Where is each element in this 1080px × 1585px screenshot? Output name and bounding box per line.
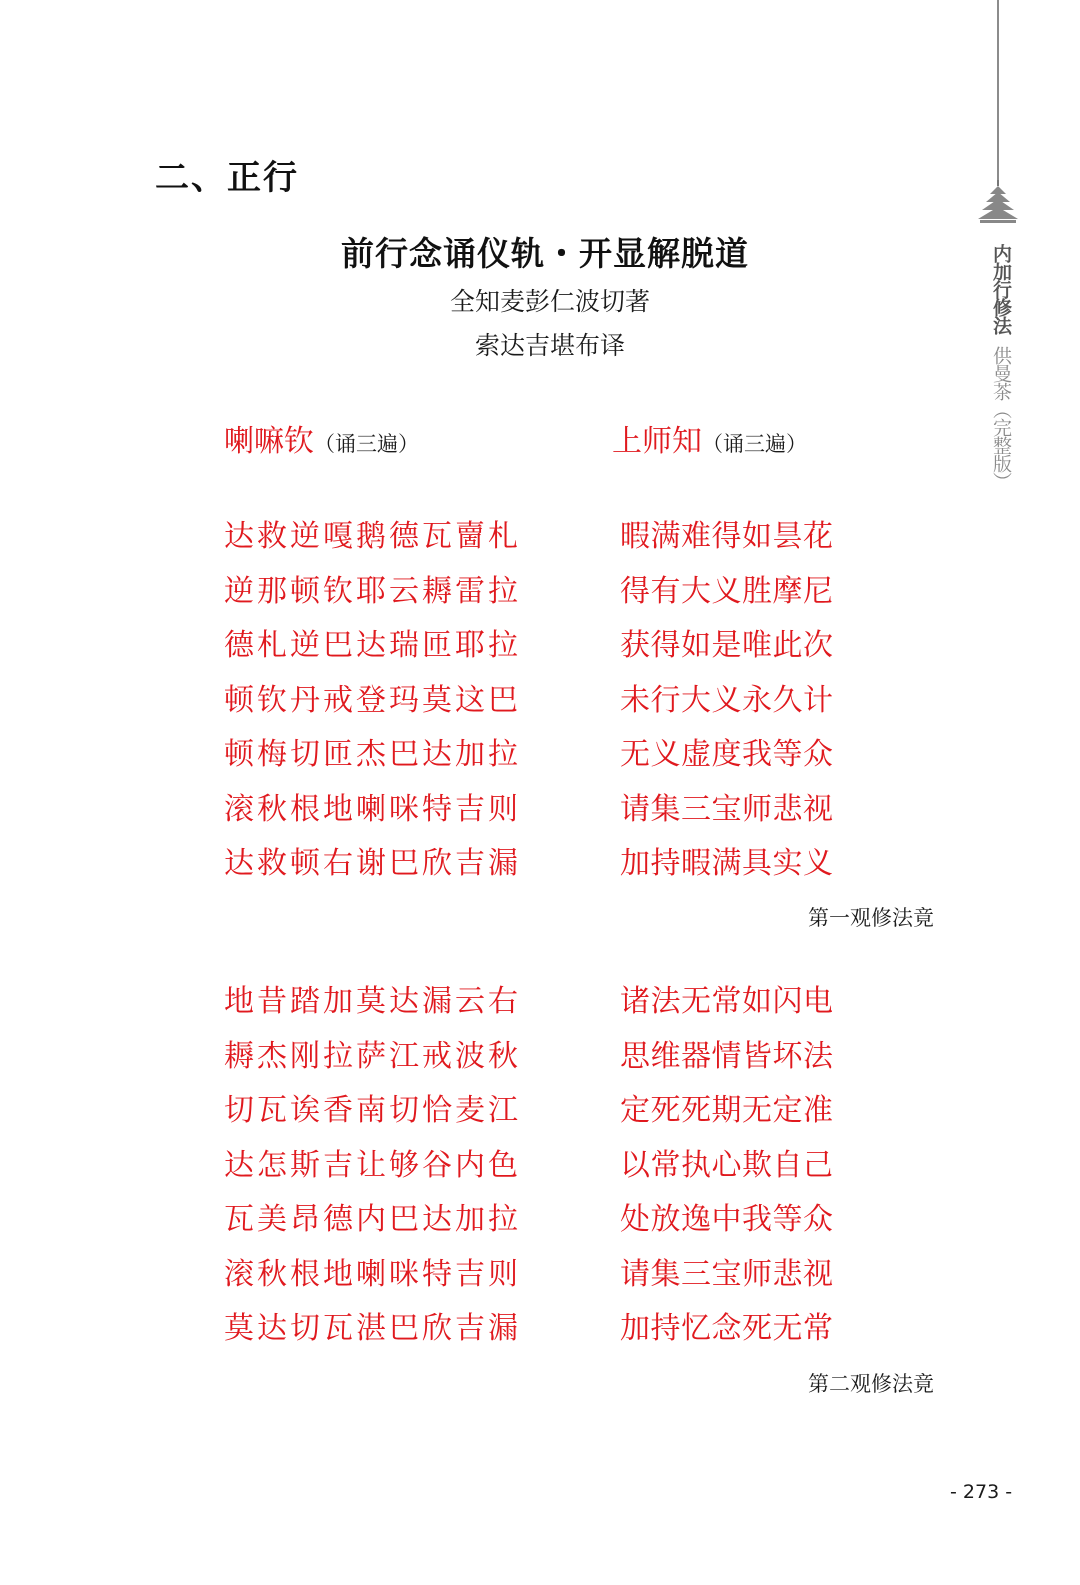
invocation-transliteration (224, 416, 419, 460)
verse-line: 滚秋根地喇咪特吉则 (224, 1256, 521, 1292)
invocation-right-main: 上师知 (612, 424, 702, 459)
verse-line: 切瓦诶香南切恰麦江 (224, 1093, 521, 1128)
section-1-transliteration (224, 517, 521, 899)
verse-line: 莫达切瓦湛巴欣吉漏 (224, 1311, 521, 1346)
verse-line: 耨杰刚拉萨江戒波秋 (224, 1038, 521, 1074)
document-title: 前行念诵仪轨・开显解脱道 (341, 234, 749, 273)
verse-line: 未行大义永久计 (620, 682, 834, 718)
page-number: - 273 - (950, 1481, 1013, 1503)
document-author: 全知麦彭仁波切著 (449, 287, 650, 316)
verse-line: 瓦美昂德内巴达加拉 (224, 1202, 521, 1237)
verse-line: 滚秋根地喇咪特吉则 (224, 791, 521, 827)
verse-line: 逆那顿钦耶云耨雷拉 (224, 573, 521, 609)
invocation-left-main: 喇嘛钦 (224, 424, 314, 459)
sidebar-title (988, 244, 1014, 490)
verse-line: 请集三宝师悲视 (620, 1256, 834, 1292)
section-2-transliteration (224, 982, 521, 1364)
section-1-end-label: 第一观修法竟 (808, 906, 934, 930)
invocation-left-note: （诵三遍） (314, 432, 419, 456)
verse-line: 加持忆念死无常 (620, 1311, 834, 1346)
verse-line: 达救逆嘎鹅德瓦夁札 (224, 519, 521, 554)
verse-line: 顿梅切匝杰巴达加拉 (224, 737, 521, 772)
verse-line: 诸法无常如闪电 (620, 984, 834, 1019)
verse-line: 德札逆巴达瑞匝耶拉 (224, 628, 521, 663)
verse-line: 定死死期无定准 (620, 1093, 834, 1128)
verse-line: 达救顿右谢巴欣吉漏 (224, 846, 521, 881)
verse-line: 加持暇满具实义 (620, 846, 834, 881)
verse-line: 获得如是唯此次 (620, 628, 834, 663)
sidebar-book-title: 内加行修法 (990, 244, 1012, 334)
verse-line: 暇满难得如昙花 (620, 519, 834, 554)
verse-line: 无义虚度我等众 (620, 737, 834, 772)
verse-line: 处放逸中我等众 (620, 1202, 834, 1237)
section-2-end-label: 第二观修法竟 (808, 1372, 934, 1396)
verse-line: 得有大义胜摩尼 (620, 573, 834, 609)
verse-line: 达怎斯吉让够谷内色 (224, 1147, 521, 1183)
pagoda-icon (976, 180, 1020, 228)
invocation-right-note: （诵三遍） (702, 432, 807, 456)
verse-line: 以常执心欺自己 (620, 1147, 834, 1183)
section-heading: 二、正行 (155, 158, 299, 198)
verse-line: 顿钦丹戒登玛莫这巴 (224, 682, 521, 718)
sidebar-rule (997, 0, 999, 182)
section-2-translation (620, 982, 834, 1364)
sidebar-subtitle: 供曼茶（完整版） (990, 346, 1012, 490)
invocation-translation (612, 416, 807, 460)
verse-line: 请集三宝师悲视 (620, 791, 834, 827)
section-1-translation (620, 517, 834, 899)
verse-line: 思维器情皆坏法 (620, 1038, 834, 1074)
document-translator: 索达吉堪布译 (474, 331, 625, 360)
verse-line: 地昔踏加莫达漏云右 (224, 984, 521, 1019)
